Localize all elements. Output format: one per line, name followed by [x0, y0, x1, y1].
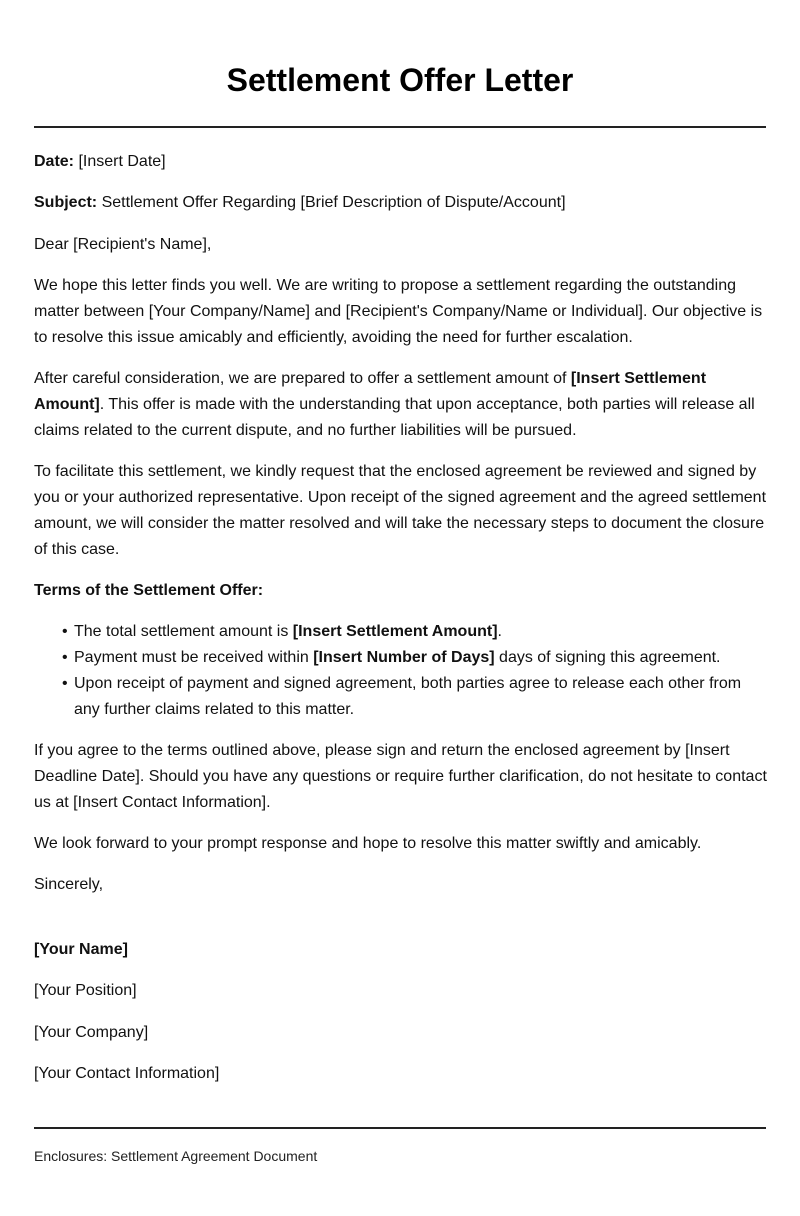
- letter-content: [34, 149, 769, 1102]
- subject-value: Settlement Offer Regarding [Brief Description of Dispute/Account]: [101, 194, 566, 212]
- paragraph-offer: [34, 366, 769, 443]
- subject-line: [34, 190, 769, 216]
- term-text: The total settlement amount is: [74, 623, 293, 641]
- page-title: Settlement Offer Letter: [226, 62, 574, 98]
- salutation: Dear [Recipient's Name],: [34, 235, 212, 253]
- subject-label: Subject:: [34, 194, 98, 212]
- terms-heading: Terms of the Settlement Offer:: [34, 581, 264, 599]
- signature-company: [Your Company]: [34, 1023, 149, 1041]
- bullet-icon: •: [62, 649, 68, 667]
- term-text: Payment must be received within: [74, 649, 314, 667]
- date-value: [Insert Date]: [78, 153, 166, 170]
- paragraph-offer-text-2: . This offer is made with the understanding that upon acceptance, both parties will release all claims related to the current dispute, and no further liabilities will be pursued.: [34, 395, 755, 439]
- bullet-icon: •: [62, 674, 68, 692]
- enclosures-note: Enclosures: Settlement Agreement Document: [34, 1148, 318, 1164]
- signature-name: [34, 937, 769, 963]
- signature-spacer: [34, 914, 769, 937]
- paragraph-deadline: If you agree to the terms outlined above, please sign and return the enclosed agreement by [Insert Deadline Date]. Should you have any questions or require further clarification, do not hesitate to contact us at [Insert Contact Information].: [34, 742, 767, 811]
- term-text-end: days of signing this agreement.: [494, 649, 721, 667]
- term-text-end: .: [497, 623, 502, 641]
- bottom-divider: [34, 1127, 766, 1129]
- term-bold-text: [Insert Number of Days]: [313, 649, 495, 667]
- date-label: Date:: [34, 153, 75, 170]
- term-text: Upon receipt of payment and signed agreement, both parties agree to release each other from any further claims related to this matter.: [74, 674, 742, 718]
- bullet-icon: •: [62, 623, 68, 641]
- paragraph-closing: We look forward to your prompt response and hope to resolve this matter swiftly and amicably.: [34, 835, 702, 853]
- signature-name-text: [Your Name]: [34, 940, 128, 958]
- paragraph-offer-text-1: After careful consideration, we are prepared to offer a settlement amount of: [34, 370, 571, 388]
- terms-list-item: [62, 671, 769, 723]
- signature-position: [Your Position]: [34, 982, 137, 1000]
- terms-list: [34, 619, 769, 722]
- settlement-amount-placeholder: [Insert Settlement Amount]: [34, 370, 707, 413]
- top-divider: [34, 126, 766, 128]
- signature-contact: [Your Contact Information]: [34, 1065, 220, 1083]
- closing-salutation: Sincerely,: [34, 876, 104, 894]
- term-bold-text: [Insert Settlement Amount]: [292, 623, 498, 641]
- terms-list-item: [62, 645, 769, 671]
- paragraph-intro: We hope this letter finds you well. We are writing to propose a settlement regarding the outstanding matter between [Your Company/Name] and [Recipient's Company/Name or Individual]. Our objective is to resolve this issue amicably and efficiently, avoiding the need for further escalation.: [34, 277, 763, 346]
- paragraph-agreement: To facilitate this settlement, we kindly request that the enclosed agreement be reviewed and signed by you or your authorized representative. Upon receipt of the signed agreement and the agreed settlement amount, we will consider the matter resolved and will take the necessary steps to document the closure of this case.: [34, 463, 767, 558]
- date-line: [34, 149, 769, 175]
- terms-list-item: [62, 619, 769, 645]
